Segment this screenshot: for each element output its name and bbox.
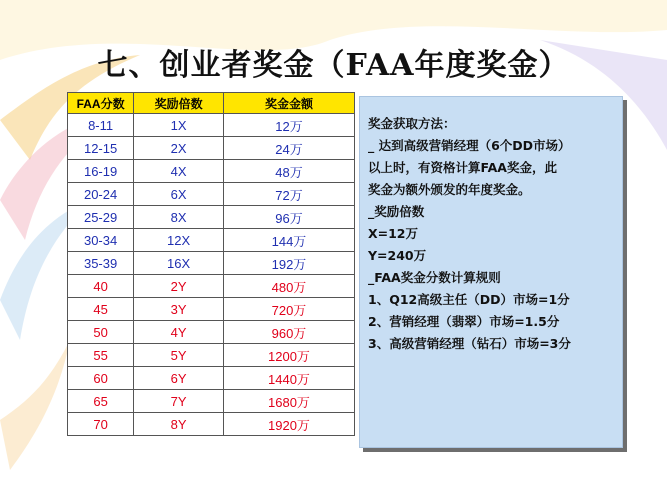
header-faa-score: FAA分数 bbox=[68, 93, 134, 114]
cell-faa-score: 16-19 bbox=[68, 160, 134, 183]
cell-faa-score: 8-11 bbox=[68, 114, 134, 137]
cell-amount: 144万 bbox=[223, 229, 354, 252]
cell-multiple: 4Y bbox=[134, 321, 224, 344]
table-row bbox=[68, 413, 355, 436]
cell-multiple: 16X bbox=[134, 252, 224, 275]
cell-amount: 1200万 bbox=[223, 344, 354, 367]
cell-faa-score: 70 bbox=[68, 413, 134, 436]
panel-line: 奖金为额外颁发的年度奖金。 bbox=[368, 182, 531, 197]
cell-multiple: 5Y bbox=[134, 344, 224, 367]
cell-amount: 1680万 bbox=[223, 390, 354, 413]
cell-amount: 960万 bbox=[223, 321, 354, 344]
table-row bbox=[68, 206, 355, 229]
cell-multiple: 2Y bbox=[134, 275, 224, 298]
panel-line: 2、营销经理（翡翠）市场=1.5分 bbox=[368, 314, 560, 329]
cell-faa-score: 45 bbox=[68, 298, 134, 321]
cell-multiple: 3Y bbox=[134, 298, 224, 321]
table-row bbox=[68, 367, 355, 390]
table-header-row bbox=[68, 93, 355, 114]
panel-line: _ 达到高级营销经理（6个DD市场） bbox=[368, 138, 571, 153]
cell-amount: 48万 bbox=[223, 160, 354, 183]
cell-faa-score: 60 bbox=[68, 367, 134, 390]
cell-amount: 24万 bbox=[223, 137, 354, 160]
table-row bbox=[68, 114, 355, 137]
cell-multiple: 12X bbox=[134, 229, 224, 252]
cell-amount: 192万 bbox=[223, 252, 354, 275]
cell-amount: 12万 bbox=[223, 114, 354, 137]
table-row bbox=[68, 298, 355, 321]
panel-line: X=12万 bbox=[368, 226, 419, 241]
bonus-info-panel bbox=[359, 96, 623, 448]
header-amount: 奖金金额 bbox=[223, 93, 354, 114]
cell-multiple: 6X bbox=[134, 183, 224, 206]
cell-multiple: 4X bbox=[134, 160, 224, 183]
panel-line: 1、Q12高级主任（DD）市场=1分 bbox=[368, 292, 570, 307]
cell-faa-score: 55 bbox=[68, 344, 134, 367]
cell-faa-score: 65 bbox=[68, 390, 134, 413]
table-row bbox=[68, 160, 355, 183]
cell-amount: 1440万 bbox=[223, 367, 354, 390]
cell-multiple: 2X bbox=[134, 137, 224, 160]
faa-bonus-table bbox=[67, 92, 355, 436]
table-row bbox=[68, 183, 355, 206]
panel-line: 3、高级营销经理（钻石）市场=3分 bbox=[368, 336, 571, 351]
table-row bbox=[68, 321, 355, 344]
cell-faa-score: 35-39 bbox=[68, 252, 134, 275]
header-multiple: 奖励倍数 bbox=[134, 93, 224, 114]
table-row bbox=[68, 275, 355, 298]
cell-faa-score: 40 bbox=[68, 275, 134, 298]
panel-line: _奖励倍数 bbox=[368, 204, 425, 219]
cell-amount: 480万 bbox=[223, 275, 354, 298]
cell-faa-score: 25-29 bbox=[68, 206, 134, 229]
table-row bbox=[68, 252, 355, 275]
cell-faa-score: 30-34 bbox=[68, 229, 134, 252]
table-row bbox=[68, 390, 355, 413]
cell-amount: 1920万 bbox=[223, 413, 354, 436]
cell-multiple: 7Y bbox=[134, 390, 224, 413]
panel-line: 奖金获取方法： bbox=[368, 116, 456, 131]
cell-amount: 72万 bbox=[223, 183, 354, 206]
panel-line: _FAA奖金分数计算规则 bbox=[368, 270, 501, 285]
panel-line: 以上时，有资格计算FAA奖金，此 bbox=[368, 160, 557, 175]
page-title: 七、创业者奖金（FAA年度奖金） bbox=[97, 48, 570, 83]
cell-faa-score: 20-24 bbox=[68, 183, 134, 206]
table-row bbox=[68, 137, 355, 160]
table-row bbox=[68, 229, 355, 252]
cell-multiple: 1X bbox=[134, 114, 224, 137]
panel-line: Y=240万 bbox=[368, 248, 427, 263]
bonus-info-text bbox=[368, 113, 616, 355]
cell-amount: 720万 bbox=[223, 298, 354, 321]
table-body bbox=[68, 114, 355, 436]
cell-faa-score: 12-15 bbox=[68, 137, 134, 160]
cell-multiple: 8Y bbox=[134, 413, 224, 436]
cell-multiple: 6Y bbox=[134, 367, 224, 390]
cell-multiple: 8X bbox=[134, 206, 224, 229]
cell-faa-score: 50 bbox=[68, 321, 134, 344]
table-row bbox=[68, 344, 355, 367]
cell-amount: 96万 bbox=[223, 206, 354, 229]
